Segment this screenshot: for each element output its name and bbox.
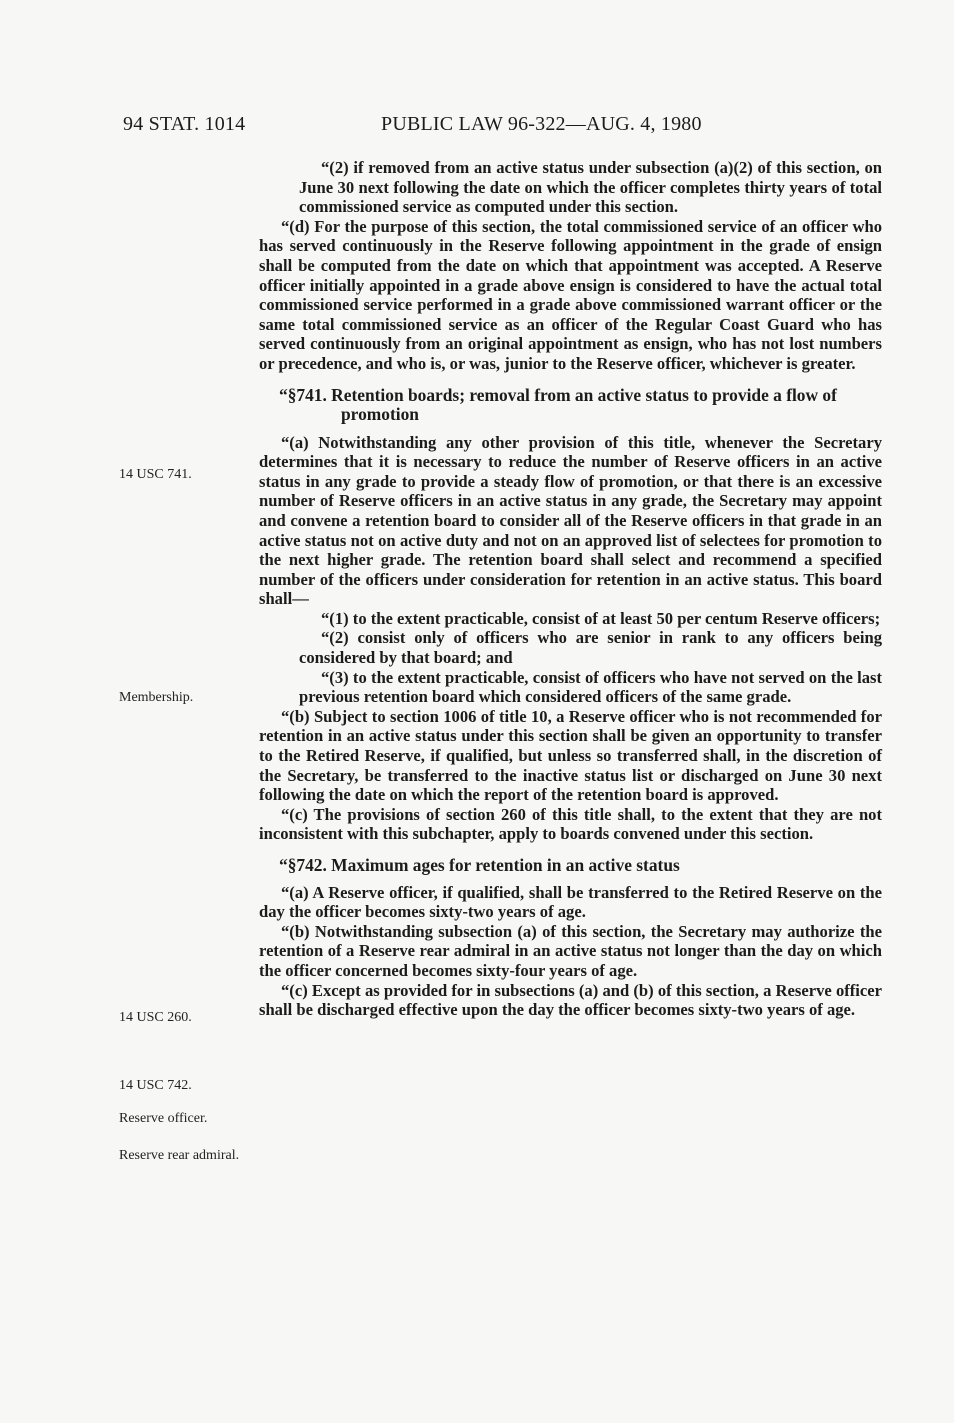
paragraph-c2: “(2) if removed from an active status under subsection (a)(2) of this section, on June 30 next following the date on which the officer completes thirty years of total commissioned service as computed under this section. — [299, 158, 882, 217]
paragraph-742-b: “(b) Notwithstanding subsection (a) of this section, the Secretary may authorize the retention of a Reserve rear admiral in an active status not longer than the day on which the officer concerned becomes sixty-four years of age. — [259, 921, 882, 980]
section-742-heading: “§742. Maximum ages for retention in an active status — [279, 855, 680, 875]
margin-note-14-usc-742: 14 USC 742. — [119, 1078, 192, 1093]
margin-note-membership: Membership. — [119, 690, 194, 705]
paragraph-741-a3: “(3) to the extent practicable, consist of officers who have not served on the last previous retention board which considered officers of the same grade. — [299, 667, 882, 707]
section-741-heading: “§741. Retention boards; removal from an active status to provide a flow of promotion — [279, 384, 837, 424]
statute-citation-header: 94 STAT. 1014 — [123, 113, 246, 135]
paragraph-742-a: “(a) A Reserve officer, if qualified, shall be transferred to the Retired Reserve on the day the officer becomes sixty-two years of age. — [259, 882, 882, 922]
margin-note-reserve-officer: Reserve officer. — [119, 1111, 208, 1126]
paragraph-d: “(d) For the purpose of this section, the total commissioned service of an officer who has served continuously in the Reserve following appointment in the grade of ensign shall be computed from the date on which that appointment was accepted. A Reserve officer initially appointed in a grade above ensign is considered to have the actual total commissioned service performed in a grade above commissioned warrant officer or the same total commissioned service as an officer of the Regular Coast Guard who has served continuously from an original appointment as ensign, who has not lost numbers or precedence, and who is, or was, junior to the Reserve officer, whichever is greater. — [259, 216, 882, 373]
margin-note-reserve-rear-admiral: Reserve rear admiral. — [119, 1148, 240, 1163]
paragraph-741-c: “(c) The provisions of section 260 of this title shall, to the extent that they are not inconsistent with this subchapter, apply to boards convened under this section. — [259, 804, 882, 844]
paragraph-741-a: “(a) Notwithstanding any other provision of this title, whenever the Secretary determines that it is necessary to reduce the number of Reserve officers in an active status in any grade to provide a steady flow of promotion, or that there is an excessive number of Reserve officers in an active status in any grade, the Secretary may appoint and convene a retention board to consider all of the Reserve officers in that grade in an active status not on active duty and not on an approved list of selectees for promotion to the next higher grade. The retention board shall select and recommend a specified number of the officers under consideration for retention in an active status. This board shall— — [259, 432, 882, 609]
statute-body — [259, 158, 882, 1020]
margin-note-14-usc-260: 14 USC 260. — [119, 1010, 192, 1025]
paragraph-741-a1: “(1) to the extent practicable, consist of at least 50 per centum Reserve officers; — [321, 608, 881, 628]
margin-note-14-usc-741: 14 USC 741. — [119, 467, 192, 482]
paragraph-742-c: “(c) Except as provided for in subsections (a) and (b) of this section, a Reserve officer shall be discharged effective upon the day the officer becomes sixty-two years of age. — [259, 980, 882, 1020]
paragraph-741-a2: “(2) consist only of officers who are senior in rank to any officers being considered by that board; and — [299, 628, 882, 668]
paragraph-741-b: “(b) Subject to section 1006 of title 10, a Reserve officer who is not recommended for retention in an active status under this section shall be given an opportunity to transfer to the Retired Reserve, if qualified, but unless so transferred shall, in the discretion of the Secretary, be transferred to the inactive status list or discharged on June 30 next following the date on which the report of the retention board is approved. — [259, 706, 882, 805]
public-law-header: PUBLIC LAW 96-322—AUG. 4, 1980 — [381, 113, 702, 135]
